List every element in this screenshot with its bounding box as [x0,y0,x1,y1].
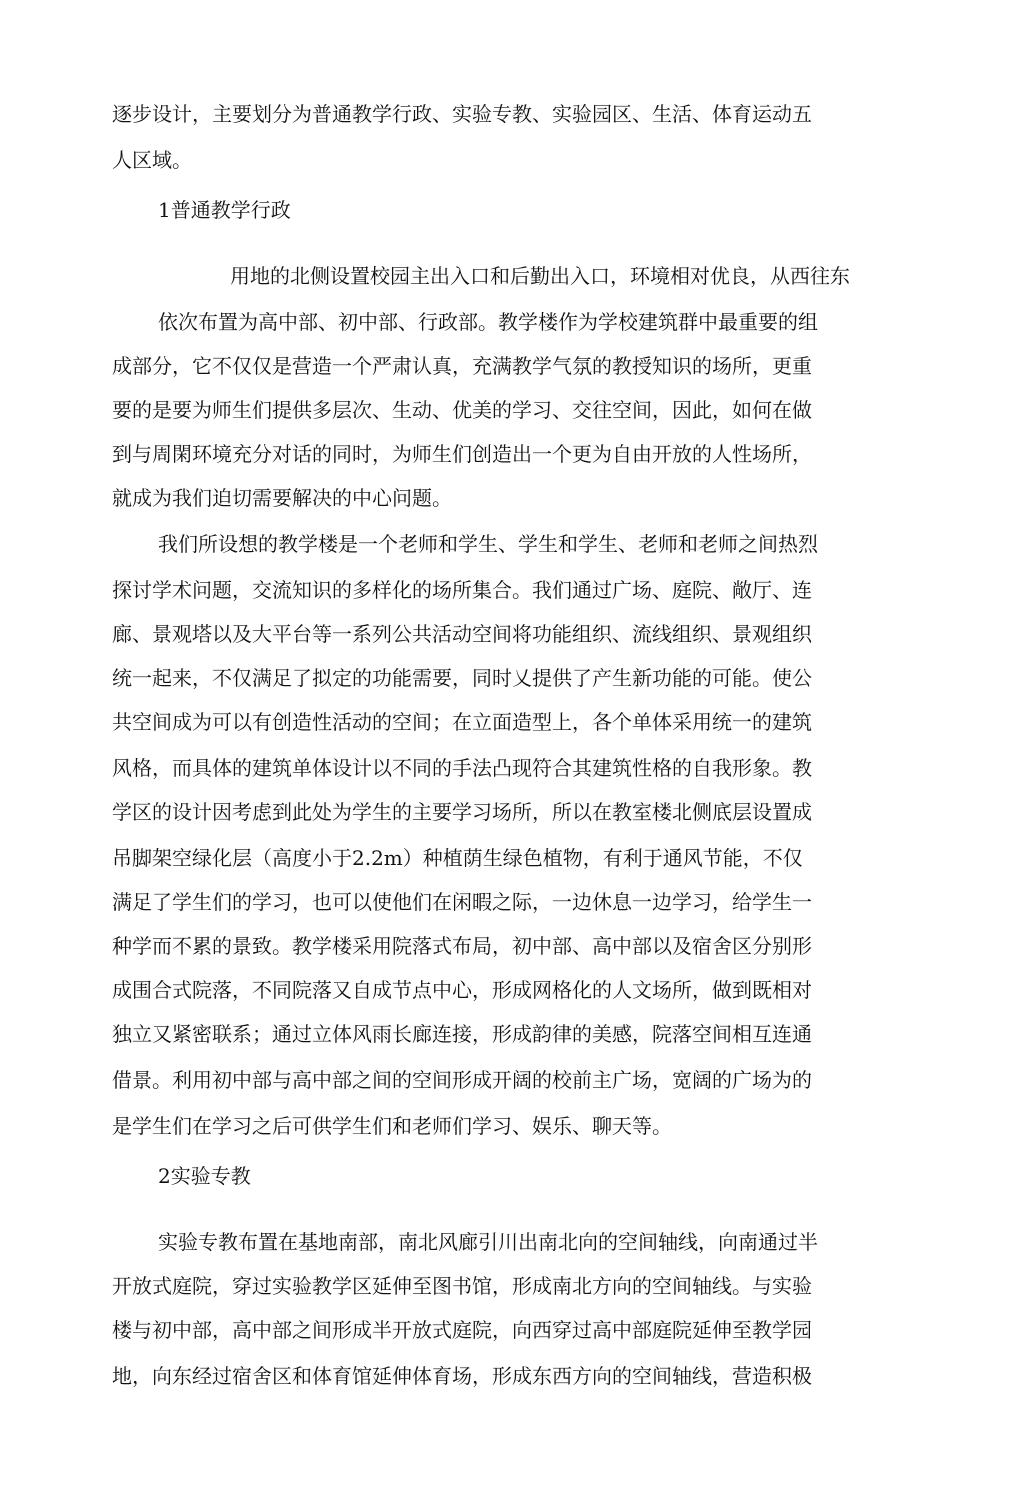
text-line: 实验专教布置在基地南部，南北风廊引川出南北向的空间轴线，向南通过半 [158,1230,818,1254]
text-line: 就成为我们迫切需要解决的中心问题。 [112,486,452,510]
text-line: 地，向东经过宿舍区和体育馆延伸体育场，形成东西方向的空间轴线，营造积极 [112,1364,812,1388]
text-line: 我们所设想的教学楼是一个老师和学生、学生和学生、老师和老师之间热烈 [158,532,818,556]
text-line: 吊脚架空绿化层（高度小于2.2m）种植荫生绿色植物，有利于通风节能，不仅 [112,846,803,870]
text-line: 依次布置为高中部、初中部、行政部。教学楼作为学校建筑群中最重要的组 [158,310,818,334]
text-line: 学区的设计因考虑到此处为学生的主要学习场所，所以在教室楼北侧底层设置成 [112,800,812,824]
text-line: 满足了学生们的学习，也可以使他们在闲暇之际，一边休息一边学习，给学生一 [112,890,812,914]
text-line: 人区域。 [112,148,192,172]
text-line: 借景。利用初中部与高中部之间的空间形成开阔的校前主广场，宽阔的广场为的 [112,1068,812,1092]
text-line: 风格，而具体的建筑单体设计以不同的手法凸现符合其建筑性格的自我形象。教 [112,756,812,780]
section-heading: 2实验专教 [158,1164,251,1188]
section-heading: 1普通教学行政 [158,198,291,222]
text-line: 共空间成为可以有创造性活动的空间；在立面造型上，各个单体采用统一的建筑 [112,710,812,734]
text-line: 逐步设计，主要划分为普通教学行政、实验专教、实验园区、生活、体育运动五 [112,102,812,126]
text-line: 成围合式院落，不同院落又自成节点中心，形成网格化的人文场所，做到既相对 [112,978,812,1002]
text-line: 用地的北侧设置校园主出入口和后勤出入口，环境相对优良，从西往东 [230,264,850,288]
text-line: 是学生们在学习之后可供学生们和老师们学习、娱乐、聊天等。 [112,1114,672,1138]
text-line: 要的是要为师生们提供多层次、生动、优美的学习、交往空间，因此，如何在做 [112,398,812,422]
text-line: 廊、景观塔以及大平台等一系列公共活动空间将功能组织、流线组织、景观组织 [112,622,812,646]
text-line: 楼与初中部，高中部之间形成半开放式庭院，向西穿过高中部庭院延伸至教学园 [112,1318,812,1342]
text-line: 统一起来，不仅满足了拟定的功能需要，同时乂提供了产生新功能的可能。使公 [112,666,812,690]
text-line: 成部分，它不仅仅是营造一个严肃认真，充满教学气氛的教授知识的场所，更重 [112,354,812,378]
text-line: 种学而不累的景致。教学楼采用院落式布局，初中部、高中部以及宿舍区分别形 [112,934,812,958]
text-line: 探讨学术问题，交流知识的多样化的场所集合。我们通过广场、庭院、敞厅、连 [112,578,812,602]
text-line: 独立又紧密联系；通过立体风雨长廊连接，形成韵律的美感，院落空间相互连通 [112,1022,812,1046]
text-line: 开放式庭院，穿过实验教学区延伸至图书馆，形成南北方向的空间轴线。与实验 [112,1274,812,1298]
text-line: 到与周閑环境充分对话的同时，为师生们创造出一个更为自由开放的人性场所， [112,442,812,466]
